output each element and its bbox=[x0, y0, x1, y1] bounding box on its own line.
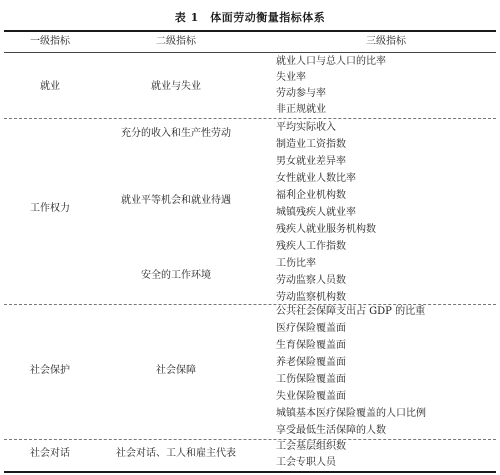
level3-item: 女性就业人数比率 bbox=[276, 173, 356, 184]
level2-income-productive-work: 充分的收入和生产性劳动 bbox=[121, 128, 231, 139]
level3-item: 工会基层组织数 bbox=[276, 441, 346, 452]
level2-employment-unemployment: 就业与失业 bbox=[151, 81, 201, 92]
level3-item: 养老保险覆盖面 bbox=[276, 357, 346, 368]
group-divider bbox=[4, 118, 496, 119]
level3-item: 工伤比率 bbox=[276, 258, 316, 269]
bottom-rule bbox=[4, 471, 496, 473]
table-title: 表 1 体面劳动衡量指标体系 bbox=[174, 11, 326, 24]
level3-item: 享受最低生活保障的人数 bbox=[276, 425, 386, 436]
header-level2: 二级指标 bbox=[156, 36, 196, 47]
level2-social-security: 社会保障 bbox=[156, 365, 196, 376]
top-rule bbox=[4, 30, 496, 32]
level3-item: 城镇残疾人就业率 bbox=[276, 207, 356, 218]
level2-safe-environment: 安全的工作环境 bbox=[141, 270, 211, 281]
level3-item: 工伤保险覆盖面 bbox=[276, 374, 346, 385]
level3-item: 劳动参与率 bbox=[276, 88, 326, 99]
level3-item: 残疾人就业服务机构数 bbox=[276, 224, 376, 235]
level1-social-protection: 社会保护 bbox=[30, 365, 70, 376]
level3-item: 失业保险覆盖面 bbox=[276, 391, 346, 402]
level3-item: 劳动监察机构数 bbox=[276, 292, 346, 303]
level3-item: 平均实际收入 bbox=[276, 122, 336, 133]
level3-item: 工会专职人员 bbox=[276, 457, 336, 468]
group-divider bbox=[4, 439, 496, 440]
level1-work-rights: 工作权力 bbox=[30, 203, 70, 214]
level3-item: 残疾人工作指数 bbox=[276, 241, 346, 252]
header-rule bbox=[4, 52, 496, 53]
level3-item: 城镇基本医疗保险覆盖的人口比例 bbox=[276, 408, 426, 419]
level3-item: 医疗保险覆盖面 bbox=[276, 323, 346, 334]
level3-item: 失业率 bbox=[276, 72, 306, 83]
level2-equal-opportunity: 就业平等机会和就业待遇 bbox=[121, 195, 231, 206]
header-level3: 三级指标 bbox=[366, 36, 406, 47]
group-divider bbox=[4, 304, 496, 305]
level3-item: 福利企业机构数 bbox=[276, 190, 346, 201]
level1-social-dialogue: 社会对话 bbox=[30, 448, 70, 459]
level3-item: 制造业工资指数 bbox=[276, 139, 346, 150]
level3-item: 就业人口与总人口的比率 bbox=[276, 56, 386, 67]
level3-item: 公共社会保障支出占 GDP 的比重 bbox=[276, 306, 426, 317]
level3-item: 男女就业差异率 bbox=[276, 156, 346, 167]
level3-item: 生育保险覆盖面 bbox=[276, 340, 346, 351]
level3-item: 劳动监察人员数 bbox=[276, 275, 346, 286]
level1-employment: 就业 bbox=[40, 81, 60, 92]
level3-item: 非正规就业 bbox=[276, 104, 326, 115]
header-level1: 一级指标 bbox=[30, 36, 70, 47]
level2-social-dialogue-representatives: 社会对话、工人和雇主代表 bbox=[116, 448, 236, 459]
